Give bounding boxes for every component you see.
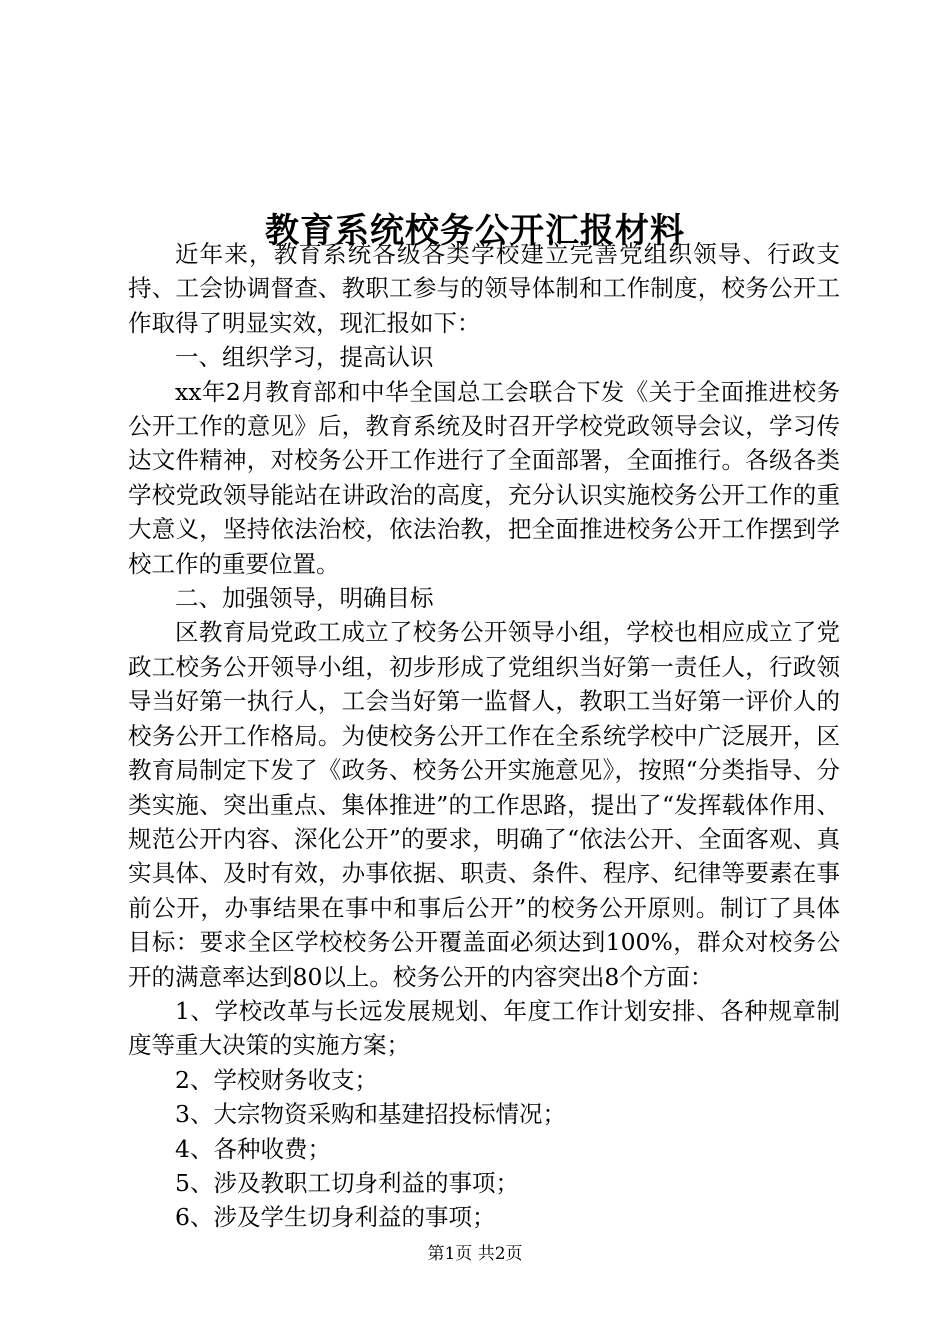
page-footer: 第1页 共2页 (427, 1244, 523, 1264)
document-body (128, 237, 840, 1235)
document-title: 教育系统校务公开汇报材料 (265, 210, 685, 251)
list-item-3: 3、大宗物资采购和基建招投标情况； (175, 1100, 566, 1129)
list-item-2: 2、学校财务收支； (175, 1065, 378, 1094)
section-heading-2: 二、加强领导，明确目标 (175, 584, 434, 613)
list-item-5: 5、涉及教职工切身利益的事项； (175, 1168, 519, 1197)
paragraph-intro: 近年来，教育系统各级各类学校建立完善党组织领导、行政支持、工会协调督查、教职工参与的领导体制和工作制度，校务公开工作取得了明显实效，现汇报如下： (128, 240, 840, 337)
paragraph-section-1: xx年2月教育部和中华全国总工会联合下发《关于全面推进校务公开工作的意见》后，教育系统及时召开学校党政领导会议，学习传达文件精神，对校务公开工作进行了全面部署，全面推行。各级各类学校党政领导能站在讲政治的高度，充分认识实施校务公开工作的重大意义，坚持依法治校，依法治教，把全面推进校务公开工作摆到学校工作的重要位置。 (128, 377, 840, 578)
list-item-1: 1、学校改革与长远发展规划、年度工作计划安排、各种规章制度等重大决策的实施方案； (128, 996, 840, 1060)
list-item-6: 6、涉及学生切身利益的事项； (175, 1203, 496, 1232)
paragraph-section-2: 区教育局党政工成立了校务公开领导小组，学校也相应成立了党政工校务公开领导小组，初步形成了党组织当好第一责任人，行政领导当好第一执行人，工会当好第一监督人，教职工当好第一评价人的校务公开工作格局。为使校务公开工作在全系统学校中广泛展开，区教育局制定下发了《政务、校务公开实施意见》，按照“分类指导、分类实施、突出重点、集体推进”的工作思路，提出了“发挥载体作用、规范公开内容、深化公开”的要求，明确了“依法公开、全面客观、真实具体、及时有效，办事依据、职责、条件、程序、纪律等要素在事前公开，办事结果在事中和事后公开”的校务公开原则。制订了具体目标：要求全区学校校务公开覆盖面必须达到100%，群众对校务公开的满意率达到80以上。校务公开的内容突出8个方面： (128, 618, 840, 991)
list-item-4: 4、各种收费； (175, 1134, 331, 1163)
section-heading-1: 一、组织学习，提高认识 (175, 343, 434, 372)
